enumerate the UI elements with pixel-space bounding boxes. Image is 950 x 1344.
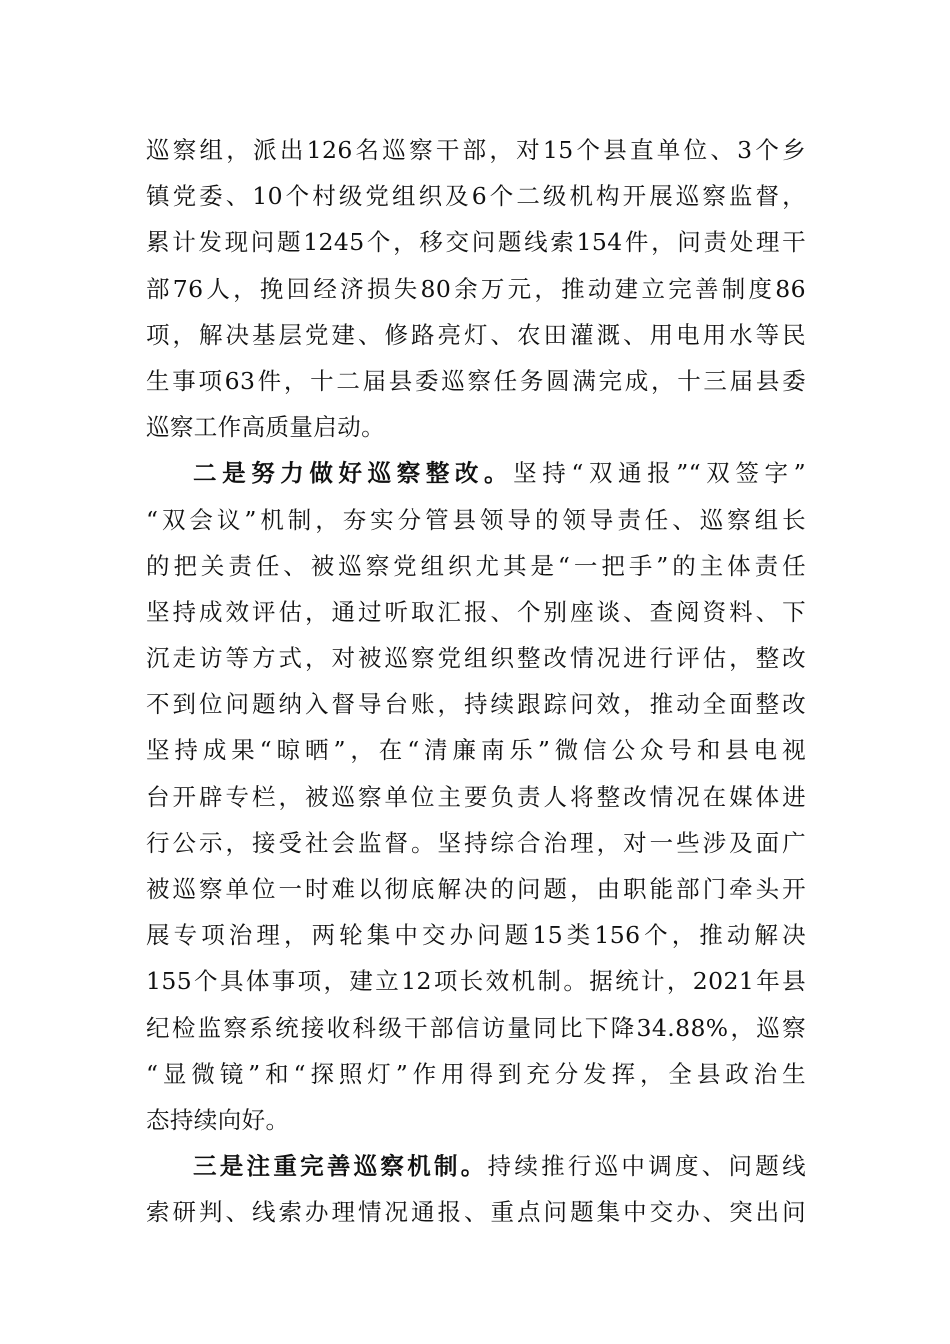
text-line: 沉走访等方式，对被巡察党组织整改情况进行评估，整改 — [146, 644, 806, 673]
text-line: 台开辟专栏，被巡察单位主要负责人将整改情况在媒体进 — [146, 782, 806, 811]
paragraph-2-heading: 二是努力做好巡察整改。 — [193, 459, 514, 488]
text-line: 项，解决基层党建、修路亮灯、农田灌溉、用电用水等民 — [146, 320, 806, 349]
text-line: 155个具体事项，建立12项长效机制。据统计，2021年县 — [146, 967, 806, 996]
text-line: 生事项63件，十二届县委巡察任务圆满完成，十三届县委 — [146, 366, 806, 395]
text-line: 索研判、线索办理情况通报、重点问题集中交办、突出问 — [146, 1198, 806, 1227]
paragraph-3-heading: 三是注重完善巡察机制。 — [193, 1152, 488, 1181]
text-span: 坚持“双通报”“双签字” — [513, 459, 806, 488]
paragraph-2-first-line — [146, 450, 806, 496]
text-line: 展专项治理，两轮集中交办问题15类156个，推动解决 — [146, 921, 806, 950]
text-line: 坚持成效评估，通过听取汇报、个别座谈、查阅资料、下 — [146, 597, 806, 626]
text-line: 巡察组，派出126名巡察干部，对15个县直单位、3个乡 — [146, 136, 806, 164]
body-text — [146, 127, 806, 1236]
text-line: 不到位问题纳入督导台账，持续跟踪问效，推动全面整改 — [146, 690, 806, 719]
text-line: 被巡察单位一时难以彻底解决的问题，由职能部门牵头开 — [146, 875, 806, 903]
text-line: 累计发现问题1245个，移交问题线索154件，问责处理干 — [146, 228, 806, 257]
text-line: 纪检监察系统接收科级干部信访量同比下降34.88%，巡察 — [146, 1013, 806, 1042]
text-span: 持续推行巡中调度、问题线 — [487, 1152, 806, 1181]
text-line: 的把关责任、被巡察党组织尤其是“一把手”的主体责任 — [146, 551, 806, 580]
text-line: “显微镜”和“探照灯”作用得到充分发挥，全县政治生 — [146, 1059, 806, 1088]
text-line: “双会议”机制，夯实分管县领导的领导责任、巡察组长 — [146, 505, 806, 534]
text-line: 部76人，挽回经济损失80余万元，推动建立完善制度86 — [146, 274, 806, 303]
text-line: 行公示，接受社会监督。坚持综合治理，对一些涉及面广 — [146, 828, 806, 857]
text-line: 态持续向好。 — [146, 1105, 290, 1134]
text-line: 坚持成果“晾晒”，在“清廉南乐”微信公众号和县电视 — [146, 736, 806, 765]
paragraph-3-first-line — [146, 1143, 806, 1189]
text-line: 巡察工作高质量启动。 — [146, 413, 385, 442]
text-line: 镇党委、10个村级党组织及6个二级机构开展巡察监督， — [146, 182, 806, 211]
